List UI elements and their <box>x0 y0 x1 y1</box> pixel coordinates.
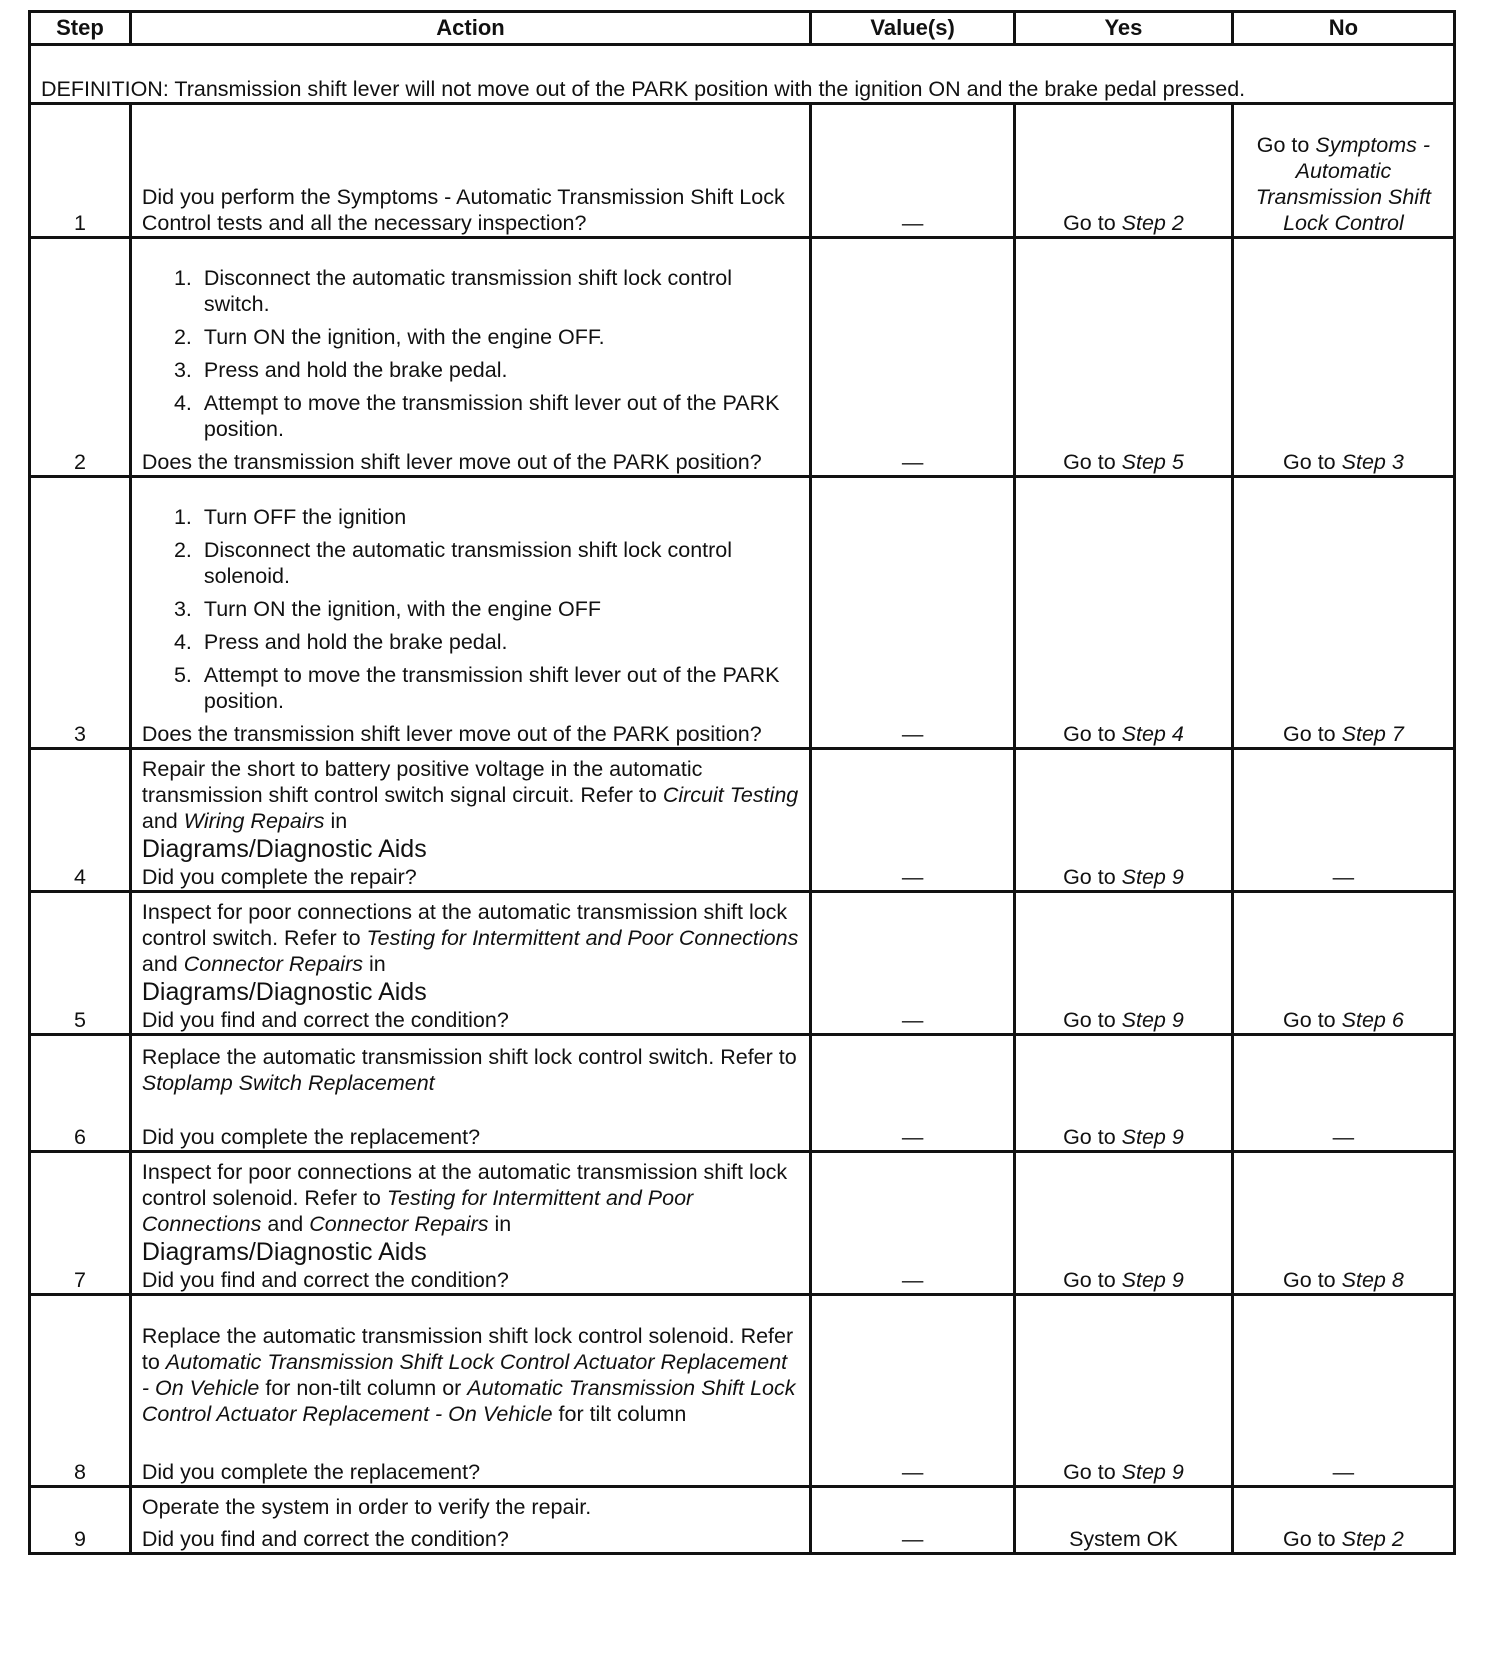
go-to-label: Go to <box>1283 1008 1336 1032</box>
no-cell <box>1232 1487 1454 1554</box>
yes-ref: Step 4 <box>1121 722 1184 746</box>
substep: 2. Turn ON the ignition, with the engine OFF. <box>198 324 799 350</box>
substep: 2. Disconnect the automatic transmission shift lock control solenoid. <box>198 537 799 589</box>
no-cell: — <box>1232 1295 1454 1487</box>
yes-cell <box>1015 892 1233 1035</box>
question: Did you complete the replacement? <box>141 1460 481 1484</box>
table-row <box>30 1152 1455 1295</box>
yes-ref: Step 9 <box>1121 1460 1184 1484</box>
no-cell: — <box>1232 1035 1454 1152</box>
action-text: Replace the automatic transmission shift lock control solenoid. Refer to <box>141 1324 794 1374</box>
action-text: and <box>261 1212 310 1236</box>
diagnostic-table <box>28 10 1456 1555</box>
table-row <box>30 1035 1455 1152</box>
yes-cell: System OK <box>1015 1487 1233 1554</box>
action-text: in <box>362 952 386 976</box>
action-text: Inspect for poor connections at the automatic transmission shift lock control switch. Refer to <box>141 900 788 950</box>
no-ref: Step 7 <box>1341 722 1404 746</box>
no-ref: Symptoms - Automatic Transmission Shift Lock Control <box>1255 133 1432 235</box>
reference: Wiring Repairs <box>183 809 325 833</box>
go-to-label: Go to <box>1063 450 1116 474</box>
substep: 1. Turn OFF the ignition <box>198 504 799 530</box>
step-number: 4 <box>30 749 131 892</box>
spacer <box>142 1096 799 1124</box>
substep: 4. Press and hold the brake pedal. <box>198 629 799 655</box>
no-cell <box>1232 892 1454 1035</box>
value-cell: — <box>811 892 1015 1035</box>
action-text: for non-tilt column or <box>259 1376 468 1400</box>
action-text: and <box>141 809 184 833</box>
step-number: 8 <box>30 1295 131 1487</box>
yes-ref: Step 9 <box>1121 865 1184 889</box>
no-cell <box>1232 238 1454 477</box>
action-text: Operate the system in order to verify the repair. <box>141 1495 592 1519</box>
definition-text: DEFINITION: Transmission shift lever will not move out of the PARK position with the ignition ON and the brake pedal pressed. <box>30 45 1455 104</box>
go-to-label: Go to <box>1283 450 1336 474</box>
action-text: in <box>324 809 348 833</box>
step-number: 3 <box>30 477 131 749</box>
no-ref: Step 2 <box>1341 1527 1404 1551</box>
manual-reference: Diagrams/Diagnostic Aids <box>141 1238 427 1266</box>
definition-row <box>30 45 1455 104</box>
go-to-label: Go to <box>1063 211 1116 235</box>
go-to-label: Go to <box>1283 722 1336 746</box>
go-to-label: Go to <box>1063 865 1116 889</box>
value-cell: — <box>811 238 1015 477</box>
reference: Automatic Transmission Shift Lock Control Actuator Replacement - On Vehicle <box>141 1376 796 1426</box>
no-cell <box>1232 1152 1454 1295</box>
action-text: Inspect for poor connections at the automatic transmission shift lock control solenoid. Refer to <box>141 1160 788 1210</box>
header-action: Action <box>130 12 810 45</box>
table-row <box>30 104 1455 238</box>
substep: 3. Press and hold the brake pedal. <box>198 357 799 383</box>
table-row <box>30 892 1455 1035</box>
step-number: 5 <box>30 892 131 1035</box>
yes-ref: Step 9 <box>1121 1008 1184 1032</box>
action-cell <box>130 749 810 892</box>
action-cell <box>130 238 810 477</box>
yes-ref: Step 2 <box>1121 211 1184 235</box>
table-row <box>30 1487 1455 1554</box>
step-number: 9 <box>30 1487 131 1554</box>
yes-cell <box>1015 1152 1233 1295</box>
action-cell <box>130 1035 810 1152</box>
action-text: for tilt column <box>552 1402 687 1426</box>
reference: Connector Repairs <box>183 952 363 976</box>
go-to-label: Go to <box>1283 1268 1336 1292</box>
table-row <box>30 749 1455 892</box>
question: Did you find and correct the condition? <box>141 1268 509 1292</box>
step-number: 6 <box>30 1035 131 1152</box>
header-yes: Yes <box>1015 12 1233 45</box>
reference: Automatic Transmission Shift Lock Control Actuator Replacement - On Vehicle <box>141 1350 788 1400</box>
action-text: and <box>141 952 184 976</box>
question: Does the transmission shift lever move out of the PARK position? <box>141 450 762 474</box>
reference: Connector Repairs <box>309 1212 489 1236</box>
value-cell: — <box>811 1152 1015 1295</box>
reference: Testing for Intermittent and Poor Connections <box>141 1186 694 1236</box>
no-cell <box>1232 104 1454 238</box>
substep: 3. Turn ON the ignition, with the engine OFF <box>198 596 799 622</box>
value-cell: — <box>811 749 1015 892</box>
go-to-label: Go to <box>1063 1008 1116 1032</box>
header-step: Step <box>30 12 131 45</box>
table-row <box>30 1295 1455 1487</box>
yes-ref: Step 5 <box>1121 450 1184 474</box>
action-cell <box>130 1295 810 1487</box>
action-cell: Did you perform the Symptoms - Automatic Transmission Shift Lock Control tests and all the necessary inspection? <box>130 104 810 238</box>
reference: Testing for Intermittent and Poor Connections <box>366 926 799 950</box>
step-number: 1 <box>30 104 131 238</box>
spacer <box>142 1427 799 1459</box>
header-row <box>30 12 1455 45</box>
go-to-label: Go to <box>1063 1125 1116 1149</box>
yes-ref: Step 9 <box>1121 1268 1184 1292</box>
value-cell: — <box>811 1035 1015 1152</box>
no-cell: — <box>1232 749 1454 892</box>
value-cell: — <box>811 1295 1015 1487</box>
header-no: No <box>1232 12 1454 45</box>
go-to-label: Go to <box>1063 1460 1116 1484</box>
action-cell <box>130 892 810 1035</box>
manual-reference: Diagrams/Diagnostic Aids <box>141 835 427 863</box>
value-cell: — <box>811 477 1015 749</box>
yes-cell <box>1015 104 1233 238</box>
header-values: Value(s) <box>811 12 1015 45</box>
yes-cell <box>1015 238 1233 477</box>
manual-reference: Diagrams/Diagnostic Aids <box>141 978 427 1006</box>
question: Does the transmission shift lever move out of the PARK position? <box>141 722 762 746</box>
no-ref: Step 6 <box>1341 1008 1404 1032</box>
yes-ref: Step 9 <box>1121 1125 1184 1149</box>
step-number: 2 <box>30 238 131 477</box>
go-to-label: Go to <box>1063 722 1116 746</box>
go-to-label: Go to <box>1283 1527 1336 1551</box>
no-ref: Step 8 <box>1341 1268 1404 1292</box>
yes-cell <box>1015 477 1233 749</box>
action-text: Repair the short to battery positive voltage in the automatic transmission shift control switch signal circuit. Refer to <box>141 757 703 807</box>
go-to-label: Go to <box>1063 1268 1116 1292</box>
substep: 1. Disconnect the automatic transmission shift lock control switch. <box>198 265 799 317</box>
question: Did you complete the repair? <box>141 865 417 889</box>
action-cell <box>130 477 810 749</box>
action-cell <box>130 1487 810 1554</box>
action-cell <box>130 1152 810 1295</box>
no-ref: Step 3 <box>1341 450 1404 474</box>
question: Did you find and correct the condition? <box>141 1527 509 1551</box>
table-row <box>30 477 1455 749</box>
yes-cell <box>1015 749 1233 892</box>
step-number: 7 <box>30 1152 131 1295</box>
reference: Circuit Testing <box>662 783 799 807</box>
value-cell: — <box>811 104 1015 238</box>
action-text: in <box>488 1212 512 1236</box>
table-row <box>30 238 1455 477</box>
no-cell <box>1232 477 1454 749</box>
substep: 4. Attempt to move the transmission shift lever out of the PARK position. <box>198 390 799 442</box>
question: Did you find and correct the condition? <box>141 1008 509 1032</box>
yes-cell <box>1015 1295 1233 1487</box>
substep: 5. Attempt to move the transmission shift lever out of the PARK position. <box>198 662 799 714</box>
yes-cell <box>1015 1035 1233 1152</box>
question: Did you complete the replacement? <box>141 1125 481 1149</box>
action-text: Replace the automatic transmission shift lock control switch. Refer to <box>141 1045 797 1069</box>
value-cell: — <box>811 1487 1015 1554</box>
reference: Stoplamp Switch Replacement <box>141 1071 435 1095</box>
go-to-label: Go to <box>1256 133 1310 157</box>
